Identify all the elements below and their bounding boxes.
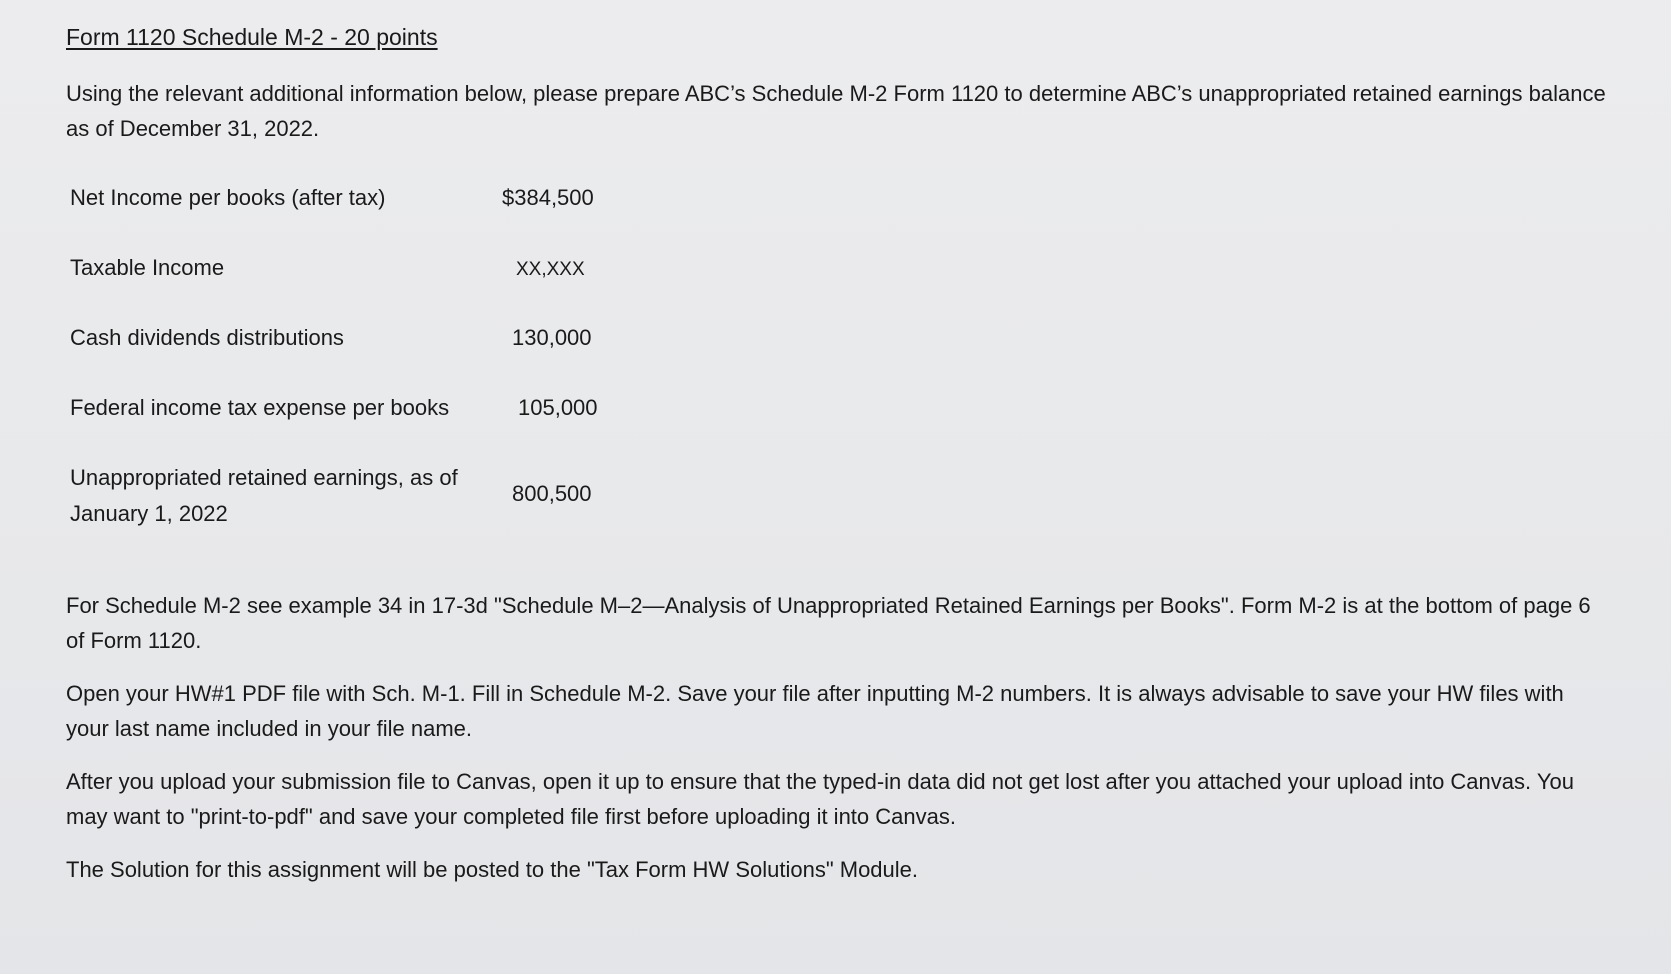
- item-label: Net Income per books (after tax): [70, 185, 386, 210]
- item-value: 130,000: [512, 325, 592, 350]
- note-paragraph: After you upload your submission file to Canvas, open it up to ensure that the typed-in data did not get lost after you attached your upload into Canvas. You may want to "print-to-pdf" and save your completed file first before uploading it into Canvas.: [66, 769, 1574, 829]
- intro-paragraph: Using the relevant additional information below, please prepare ABC’s Schedule M-2 Form 1120 to determine ABC’s unappropriated retained earnings balance as of December 31, 2022.: [66, 81, 1606, 141]
- item-label: Unappropriated retained earnings, as of January 1, 2022: [70, 465, 458, 526]
- item-label: Taxable Income: [70, 255, 225, 280]
- item-value: $384,500: [502, 185, 594, 210]
- item-label: Federal income tax expense per books: [70, 395, 450, 420]
- item-value: 800,500: [512, 481, 592, 506]
- instructions: [66, 588, 1611, 905]
- note-paragraph: Open your HW#1 PDF file with Sch. M-1. Fill in Schedule M-2. Save your file after inputting M-2 numbers. It is always advisable to save your HW files with your last name included in your file name.: [66, 681, 1564, 741]
- item-value: 105,000: [518, 395, 598, 420]
- note-paragraph: The Solution for this assignment will be posted to the "Tax Form HW Solutions" Module.: [66, 857, 919, 882]
- item-label: Cash dividends distributions: [70, 325, 344, 350]
- item-value: XX,XXX: [516, 259, 585, 280]
- note-paragraph: For Schedule M-2 see example 34 in 17-3d "Schedule M–2—Analysis of Unappropriated Retained Earnings per Books". Form M-2 is at the bottom of page 6 of Form 1120.: [66, 593, 1591, 653]
- page-title: Form 1120 Schedule M-2 - 20 points: [66, 24, 438, 50]
